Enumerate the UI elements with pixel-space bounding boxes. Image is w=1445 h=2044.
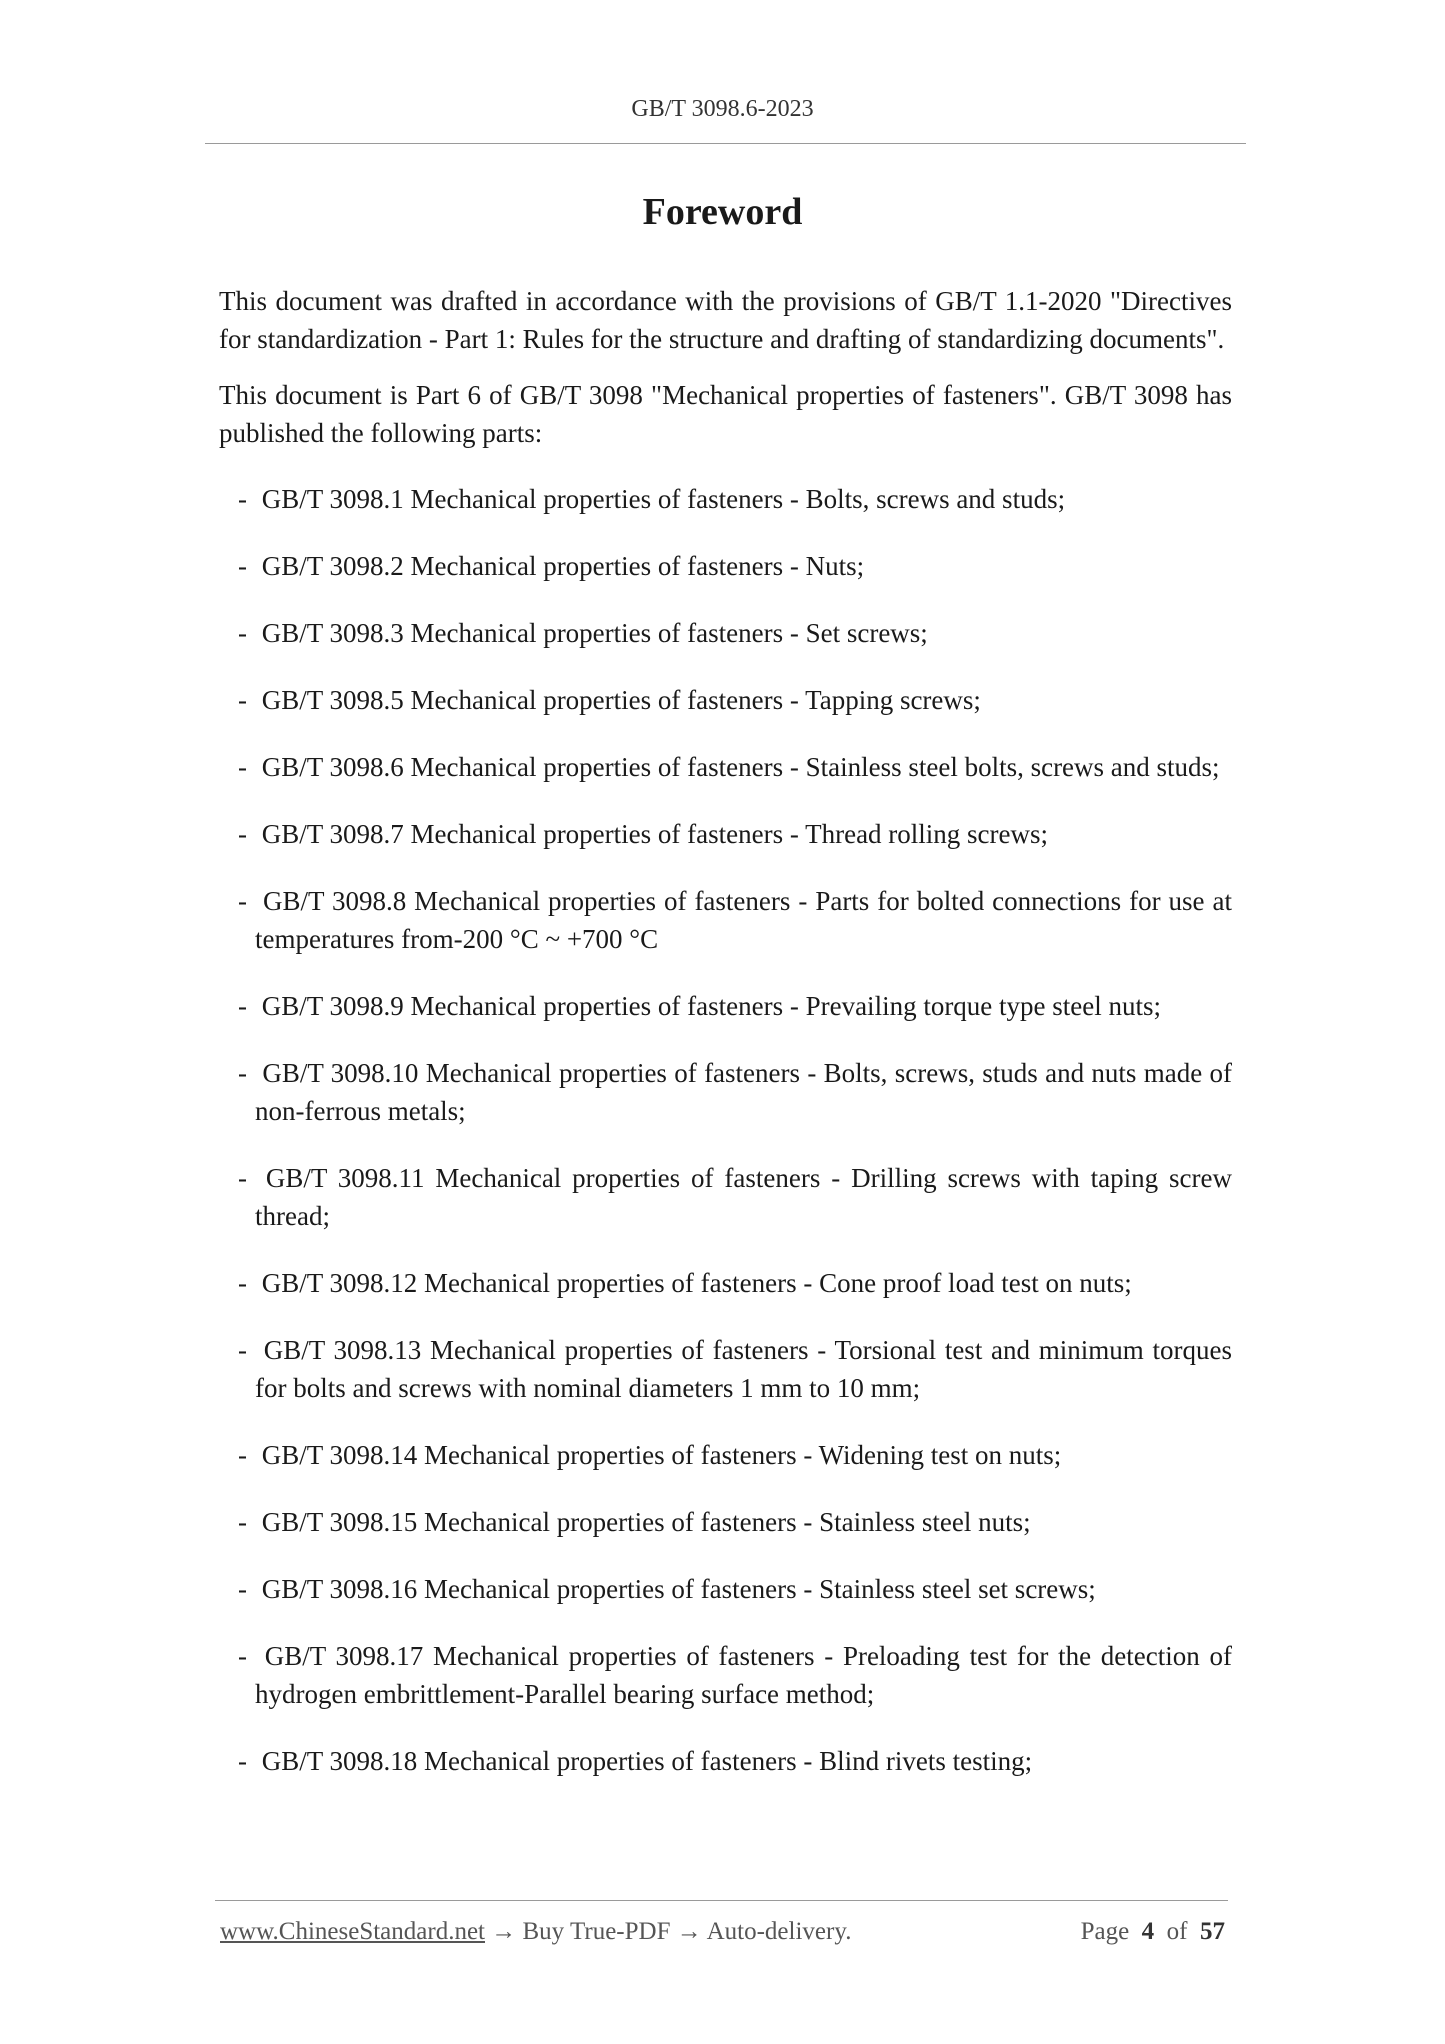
list-item: - GB/T 3098.12 Mechanical properties of fasteners - Cone proof load test on nuts; <box>238 1268 1132 1298</box>
list-item: - GB/T 3098.5 Mechanical properties of fasteners - Tapping screws; <box>238 685 981 715</box>
website-link[interactable]: www.ChineseStandard.net <box>220 1918 485 1945</box>
list-item: - GB/T 3098.16 Mechanical properties of fasteners - Stainless steel set screws; <box>238 1574 1096 1604</box>
page-footer <box>220 1918 1225 1946</box>
list-item: - GB/T 3098.10 Mechanical properties of fasteners - Bolts, screws, studs and nuts made of non-ferrous metals; <box>238 1058 1233 1126</box>
list-item: - GB/T 3098.9 Mechanical properties of fasteners - Prevailing torque type steel nuts; <box>238 991 1162 1021</box>
page-title: Foreword <box>642 191 803 233</box>
list-item: - GB/T 3098.14 Mechanical properties of fasteners - Widening test on nuts; <box>238 1440 1062 1470</box>
page-indicator: Page 4 of 57 <box>1080 1918 1225 1945</box>
list-item: - GB/T 3098.15 Mechanical properties of fasteners - Stainless steel nuts; <box>238 1507 1031 1537</box>
list-item: - GB/T 3098.1 Mechanical properties of fasteners - Bolts, screws and studs; <box>238 484 1066 514</box>
list-item: - GB/T 3098.2 Mechanical properties of fasteners - Nuts; <box>238 551 865 581</box>
footer-divider <box>215 1900 1228 1901</box>
document-body <box>219 282 1232 1809</box>
parts-paragraph: This document is Part 6 of GB/T 3098 "Mechanical properties of fasteners". GB/T 3098 has published the following parts: <box>219 380 1232 448</box>
list-item: - GB/T 3098.11 Mechanical properties of fasteners - Drilling screws with taping screw thread; <box>238 1163 1232 1231</box>
current-page: 4 <box>1141 1918 1155 1945</box>
intro-paragraph: This document was drafted in accordance with the provisions of GB/T 1.1-2020 "Directives for standardization - Part 1: Rules for the structure and drafting of standardizing documents". <box>219 286 1232 354</box>
list-item: - GB/T 3098.3 Mechanical properties of fasteners - Set screws; <box>238 618 928 648</box>
footer-tagline: → Buy True-PDF → Auto-delivery. <box>485 1918 852 1945</box>
total-pages: 57 <box>1200 1918 1225 1945</box>
list-item: - GB/T 3098.17 Mechanical properties of fasteners - Preloading test for the detection of hydrogen embrittlement-Parallel bearing surface method; <box>238 1641 1232 1709</box>
running-header: GB/T 3098.6-2023 <box>631 96 814 122</box>
list-item: - GB/T 3098.13 Mechanical properties of fasteners - Torsional test and minimum torques for bolts and screws with nominal diameters 1 mm to 10 mm; <box>238 1335 1233 1403</box>
list-item: - GB/T 3098.7 Mechanical properties of fasteners - Thread rolling screws; <box>238 819 1049 849</box>
parts-list <box>219 480 1232 1780</box>
header-divider <box>205 143 1246 144</box>
list-item: - GB/T 3098.18 Mechanical properties of fasteners - Blind rivets testing; <box>238 1746 1033 1776</box>
list-item: - GB/T 3098.8 Mechanical properties of fasteners - Parts for bolted connections for use at temperatures from-200 °C ~ +700 °C <box>238 886 1232 954</box>
list-item: - GB/T 3098.6 Mechanical properties of fasteners - Stainless steel bolts, screws and studs; <box>238 752 1220 782</box>
